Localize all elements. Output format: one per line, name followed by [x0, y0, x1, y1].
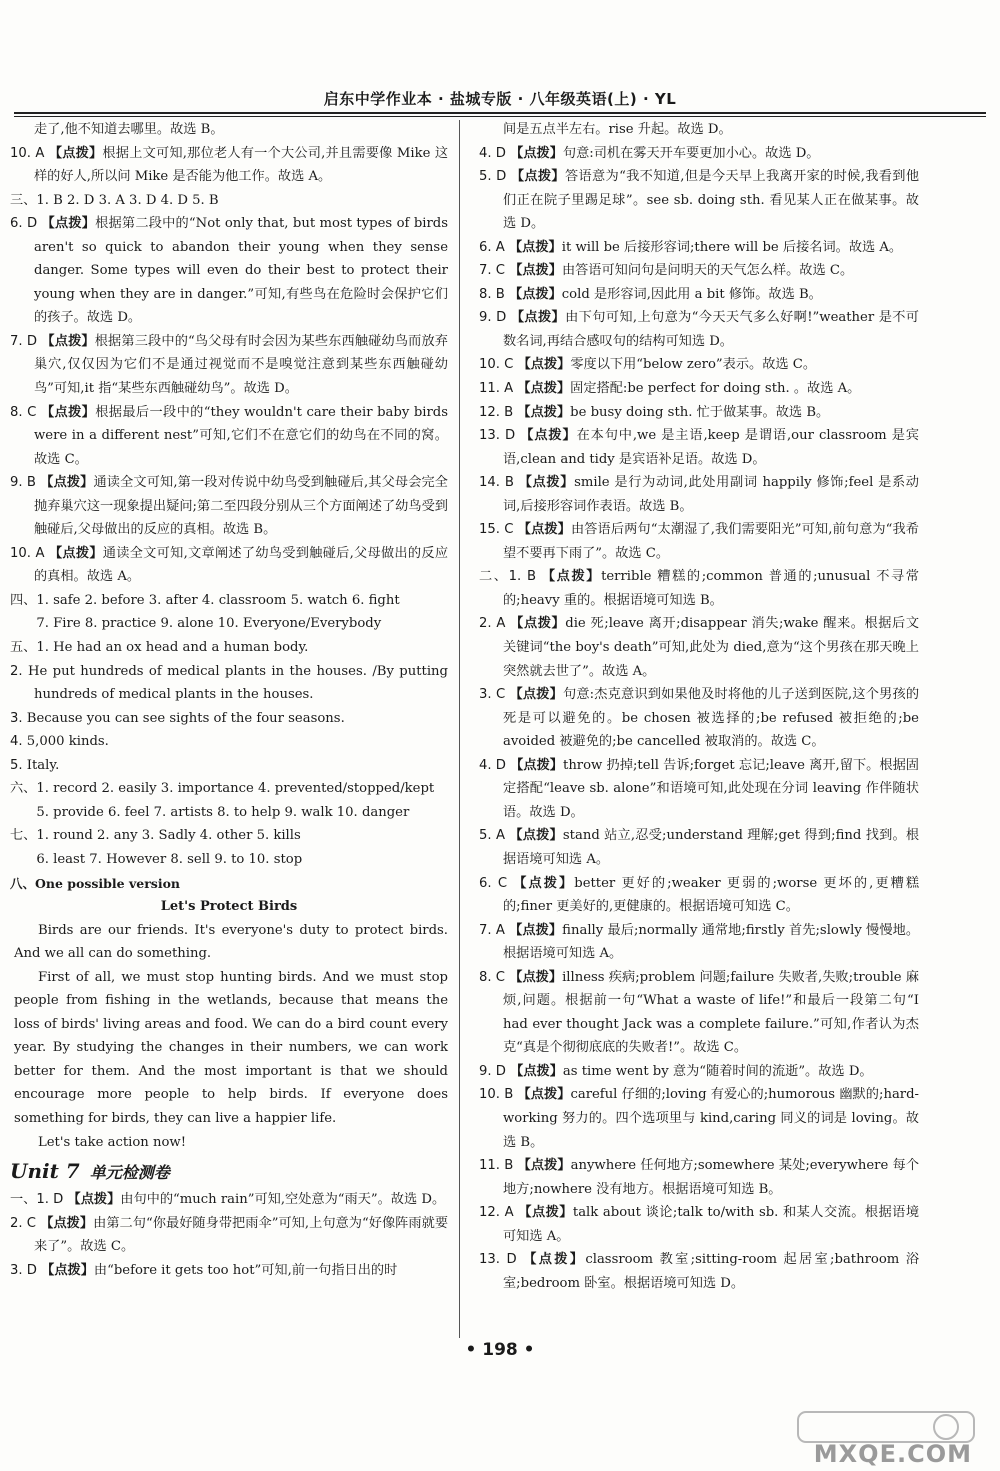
answer-text: He put hundreds of medical plants in the houses. /By putting hundreds of medical plants in the houses. — [27, 663, 448, 703]
answer-item — [479, 612, 919, 683]
essay-title: Let's Protect Birds — [160, 899, 298, 915]
answer-text: 走了,他不知道去哪里。故选 B。 — [34, 122, 224, 137]
answer-number: 12. B — [479, 404, 514, 420]
hint-tag: 【点拨】 — [510, 616, 566, 632]
hint-tag: 【点拨】 — [510, 757, 564, 773]
answer-item — [479, 424, 919, 471]
answer-number: 6. D — [10, 216, 38, 232]
answer-number: 11. A — [479, 381, 514, 397]
essay-heading: 八、One possible version — [10, 875, 180, 891]
answer-item — [479, 118, 919, 142]
hint-tag: 【点拨】 — [48, 545, 103, 561]
answer-item — [479, 1154, 919, 1201]
left-column — [10, 118, 448, 1282]
answer-number: 8. C — [479, 969, 506, 985]
answer-number: 9. D — [479, 1063, 506, 1079]
answer-number: 10. A — [10, 145, 45, 161]
answer-item — [479, 518, 919, 565]
hint-tag: 【点拨】 — [509, 922, 563, 938]
answer-item — [479, 1083, 919, 1154]
answer-number: 10. A — [10, 545, 45, 561]
answer-text: 由第二句“你最好随身带把雨伞”可知,上句意为“好像阵雨就要来了”。故选 C。 — [34, 1215, 449, 1255]
answer-number: 14. B — [479, 475, 514, 491]
answer-number: 9. B — [10, 475, 36, 491]
hint-tag: 【点拨】 — [517, 381, 571, 397]
hint-tag: 【点拨】 — [517, 1087, 571, 1103]
section-answers: 7. Fire 8. practice 9. alone 10. Everyone/Everybody — [10, 616, 382, 632]
answer-text: 根据第三段中的“鸟父母有时会因为某些东西触碰幼鸟而放弃巢穴,仅仅因为它们不是通过视觉而不是嗅觉注意到某些东西触碰幼鸟”可知,it 指“某些东西触碰幼鸟”。故选 D。 — [34, 333, 448, 397]
right-column — [479, 118, 919, 1295]
hint-tag: 【点拨】 — [48, 145, 103, 161]
answer-number: 4. D — [479, 145, 506, 161]
answer-item — [479, 259, 919, 283]
answer-item — [479, 683, 919, 754]
answer-item — [10, 471, 448, 542]
answer-item — [479, 754, 919, 825]
hint-tag: 【点拨】 — [509, 263, 562, 279]
answer-text: be busy doing sth. 忙于做某事。故选 B。 — [570, 404, 830, 420]
answer-number: 10. C — [479, 357, 514, 373]
answer-item — [10, 1212, 448, 1259]
answer-text: better 更好的;weaker 更弱的;worse 更坏的,更糟糕的;finer 更美好的,更健康的。根据语境可知选 C。 — [503, 875, 920, 915]
unit-heading — [10, 1158, 448, 1186]
hint-tag: 【点拨】 — [541, 569, 602, 585]
answer-number: 5. D — [479, 169, 507, 185]
answer-number: 6. A — [479, 239, 505, 255]
answer-text: 由下句可知,上句意为“今天天气多么好啊!”weather 是不可数名词,再结合感叹句的结构可知选 D。 — [503, 310, 919, 349]
essay-paragraph: Let's take action now! — [38, 1134, 187, 1150]
answer-text: stand 站立,忍受;understand 理解;get 得到;find 找到。根据语境可知选 A。 — [503, 828, 920, 867]
answer-text: 通读全文可知,文章阐述了幼鸟受到触碰后,父母做出的反应的真相。故选 A。 — [34, 545, 449, 585]
page-number: • 198 • — [465, 1340, 535, 1360]
watermark-text: MXQE.COM — [813, 1440, 972, 1468]
answer-item — [10, 330, 448, 401]
answer-number: 2. — [10, 663, 23, 679]
answer-text: anywhere 任何地方;somewhere 某处;everywhere 每个地方;nowhere 没有地方。根据语境可知选 B。 — [503, 1158, 920, 1197]
unit-subtitle: 单元检测卷 — [89, 1163, 170, 1183]
section-answers: 5. provide 6. feel 7. artists 8. to help 9. walk 10. danger — [10, 804, 410, 820]
answer-item — [479, 165, 919, 236]
hint-tag: 【点拨】 — [517, 522, 571, 538]
answer-item — [479, 306, 919, 353]
answer-text: 5,000 kinds. — [26, 734, 109, 750]
answer-text: classroom 教室;sitting-room 起居室;bathroom 浴室;bedroom 卧室。根据语境可知选 D。 — [503, 1252, 920, 1291]
hint-tag: 【点拨】 — [517, 357, 571, 373]
answer-number: 3. D — [10, 1262, 37, 1278]
answer-item — [10, 118, 448, 142]
answer-item — [479, 1201, 919, 1248]
answer-text: as time went by 意为“随着时间的流逝”。故选 D。 — [562, 1063, 873, 1079]
page-header: 启东中学作业本 · 盐城专版 · 八年级英语(上) · YL — [323, 90, 677, 108]
answer-item — [479, 565, 919, 612]
answer-number: 7. A — [479, 922, 505, 938]
hint-tag: 【点拨】 — [41, 216, 96, 232]
answer-item — [479, 401, 919, 425]
answer-text: 根据最后一段中的“they wouldn't care their baby birds were in a different nest”可知,它们不在意它们的幼鸟在不同的窝。故选 C。 — [34, 404, 449, 467]
answer-item — [479, 471, 919, 518]
answer-item — [479, 1248, 919, 1295]
hint-tag: 【点拨】 — [509, 969, 563, 985]
hint-tag: 【点拨】 — [523, 1252, 586, 1268]
hint-tag: 【点拨】 — [518, 475, 575, 491]
answer-item — [10, 707, 448, 731]
answer-text: 由“before it gets too hot”可知,前一句指日出的时 — [93, 1262, 398, 1278]
answer-number: 7. D — [10, 333, 38, 349]
answer-item — [479, 872, 919, 919]
section-answers: 6. least 7. However 8. sell 9. to 10. stop — [10, 851, 303, 867]
hint-tag: 【点拨】 — [509, 239, 562, 255]
answer-number: 8. B — [479, 286, 505, 302]
hint-tag: 【点拨】 — [509, 687, 563, 703]
answer-item — [479, 142, 919, 166]
answer-text: 零度以下用“below zero”表示。故选 C。 — [570, 357, 817, 373]
answer-number: 一、1. D — [10, 1192, 64, 1208]
answer-number: 9. D — [479, 310, 507, 326]
hint-tag: 【点拨】 — [517, 1158, 571, 1174]
answer-item — [479, 919, 919, 966]
answer-text: 句意:司机在雾天开车要更加小心。故选 D。 — [562, 145, 820, 161]
answer-text: 通读全文可知,第一段对传说中幼鸟受到触碰后,其父母会完全抛弃巢穴这一现象提出疑问;第二至四段分别从三个方面阐述了幼鸟受到触碰后,父母做出的反应的真相。故选 B。 — [34, 475, 448, 538]
answer-text: 根据上文可知,那位老人有一个大公司,并且需要像 Mike 这样的好人,所以问 Mike 是否能为他工作。故选 A。 — [34, 145, 449, 185]
header-rule-thin — [14, 116, 986, 117]
section-answers: 六、1. record 2. easily 3. importance 4. prevented/stopped/kept — [10, 781, 435, 797]
answer-text: throw 扔掉;tell 告诉;forget 忘记;leave 离开,留下。根据固定搭配“leave sb. alone”和语境可知,此处现在分词 leaving 作伴随状语。故选 D。 — [503, 757, 919, 820]
answer-number: 13. D — [479, 428, 516, 444]
section-answers: 七、1. round 2. any 3. Sadly 4. other 5. kills — [10, 828, 301, 844]
hint-tag: 【点拨】 — [510, 145, 563, 161]
section-answers: 五、1. He had an ox head and a human body. — [10, 640, 309, 656]
answer-number: 6. C — [479, 875, 508, 891]
answer-number: 7. C — [479, 263, 505, 279]
answer-number: 11. B — [479, 1158, 514, 1174]
essay-paragraph: Birds are our friends. It's everyone's duty to protect birds. And we all can do something. — [14, 922, 448, 962]
answer-item — [10, 1188, 448, 1212]
section-answers: 四、1. safe 2. before 3. after 4. classroom 5. watch 6. fight — [10, 592, 400, 608]
answer-text: 由答语后两句“太潮湿了,我们需要阳光”可知,前句意为“我希望不要再下雨了”。故选 C。 — [503, 522, 919, 561]
answer-number: 5. — [10, 757, 23, 773]
answer-item — [479, 236, 919, 260]
unit-title: Unit 7 — [10, 1159, 80, 1184]
answer-text: it will be 后接形容词;there will be 后接名词。故选 A。 — [561, 239, 903, 255]
hint-tag: 【点拨】 — [41, 1262, 94, 1278]
answer-text: careful 仔细的;loving 有爱心的;humorous 幽默的;hard-working 努力的。四个选项里与 kind,caring 同义的词是 loving。故选 B。 — [503, 1087, 920, 1150]
hint-tag: 【点拨】 — [518, 1205, 573, 1221]
answer-text: 间是五点半左右。rise 升起。故选 D。 — [503, 122, 732, 137]
section-answers: 三、1. B 2. D 3. A 3. D 4. D 5. B — [10, 192, 219, 208]
answer-number: 12. A — [479, 1205, 514, 1221]
answer-item — [10, 212, 448, 330]
answer-text: 由句中的“much rain”可知,空处意为“雨天”。故选 D。 — [120, 1192, 446, 1208]
answer-item — [10, 754, 448, 778]
hint-tag: 【点拨】 — [520, 428, 577, 444]
answer-text: 由答语可知问句是问明天的天气怎么样。故选 C。 — [561, 263, 854, 279]
answer-text: 在本句中,we 是主语,keep 是谓语,our classroom 是宾语,clean and tidy 是宾语补足语。故选 D。 — [503, 428, 919, 467]
hint-tag: 【点拨】 — [510, 1063, 563, 1079]
hint-tag: 【点拨】 — [510, 169, 565, 185]
essay-paragraph: First of all, we must stop hunting birds. And we must stop people from fishing in the wetlands, because that means the loss of birds' living areas and food. We can do a bird count every year. By studying the changes in their numbers, we can work better for them. And the most important is that we should encourage more people to help birds. If everyone does something for birds, they can live a happier life. — [14, 969, 448, 1126]
hint-tag: 【点拨】 — [40, 1215, 94, 1231]
hint-tag: 【点拨】 — [517, 404, 571, 420]
answer-item — [479, 353, 919, 377]
answer-text: 答语意为“我不知道,但是今天早上我离开家的时候,我看到他们正在院子里踢足球”。see sb. doing sth. 看见某人正在做某事。故选 D。 — [503, 169, 920, 232]
answer-item — [479, 377, 919, 401]
answer-item — [10, 730, 448, 754]
answer-number: 2. A — [479, 616, 506, 632]
answer-item — [479, 1060, 919, 1084]
answer-item — [10, 1259, 448, 1283]
answer-text: 固定搭配:be perfect for doing sth. 。故选 A。 — [570, 381, 861, 397]
answer-number: 4. D — [479, 757, 506, 773]
answer-text: Because you can see sights of the four seasons. — [26, 710, 345, 726]
answer-item — [10, 401, 448, 472]
hint-tag: 【点拨】 — [41, 333, 95, 349]
hint-tag: 【点拨】 — [510, 310, 566, 326]
answer-item — [479, 824, 919, 871]
answer-text: Italy. — [26, 757, 60, 773]
hint-tag: 【点拨】 — [509, 828, 563, 844]
hint-tag: 【点拨】 — [40, 404, 96, 420]
answer-item — [10, 142, 448, 189]
answer-number: 3. C — [479, 687, 506, 703]
answer-item — [10, 660, 448, 707]
answer-item — [479, 283, 919, 307]
answer-number: 5. A — [479, 828, 505, 844]
answer-text: talk about 谈论;talk to/with sb. 和某人交流。根据语境可知选 A。 — [503, 1205, 920, 1244]
answer-number: 3. — [10, 710, 23, 726]
answer-text: 句意:杰克意识到如果他及时将他的儿子送到医院,这个男孩的死是可以避免的。be chosen 被选择的;be refused 被拒绝的;be avoided 被避免的;be cancelled 被取消的。故选 C。 — [503, 687, 920, 750]
answer-number: 4. — [10, 734, 23, 750]
answer-item — [10, 542, 448, 589]
answer-number: 8. C — [10, 404, 37, 420]
answer-number: 13. D — [479, 1252, 517, 1268]
answer-text: smile 是行为动词,此处用副词 happily 修饰;feel 是系动词,后接形容词作表语。故选 B。 — [503, 475, 919, 514]
answer-text: die 死;leave 离开;disappear 消失;wake 醒来。根据后文关键词“the boy's death”可知,此处为 died,意为“这个男孩在那天晚上突然就去世了”。故选 A。 — [503, 616, 920, 679]
answer-number: 2. C — [10, 1215, 37, 1231]
answer-text: illness 疾病;problem 问题;failure 失败者,失败;trouble 麻烦,问题。根据前一句“What a waste of life!”和最后一段第二句“I had ever thought Jack was a complete failure.”可知,作者认为杰克“真是个彻彻底底的失败者!”。故选 C。 — [503, 969, 919, 1056]
answer-text: 根据第二段中的“Not only that, but most types of birds aren't so quick to abandon their young when they sense danger. Some types will even do their best to protect their young when they are in danger.”可知,有些鸟在危险时会保护它们的孩子。故选 D。 — [34, 216, 448, 326]
answer-text: terrible 糟糕的;common 普通的;unusual 不寻常的;heavy 重的。根据语境可知选 B。 — [503, 569, 919, 608]
answer-number: 15. C — [479, 522, 514, 538]
answer-number: 二、1. B — [479, 569, 537, 585]
hint-tag: 【点拨】 — [509, 286, 562, 302]
answer-text: finally 最后;normally 通常地;firstly 首先;slowly 慢慢地。根据语境可知选 A。 — [503, 922, 920, 962]
hint-tag: 【点拨】 — [40, 475, 94, 491]
hint-tag: 【点拨】 — [67, 1192, 121, 1208]
answer-item — [479, 966, 919, 1060]
answer-number: 10. B — [479, 1087, 514, 1103]
header-rule — [14, 112, 986, 114]
answer-text: cold 是形容词,因此用 a bit 修饰。故选 B。 — [561, 286, 822, 302]
column-divider — [459, 120, 460, 1338]
hint-tag: 【点拨】 — [513, 875, 575, 891]
